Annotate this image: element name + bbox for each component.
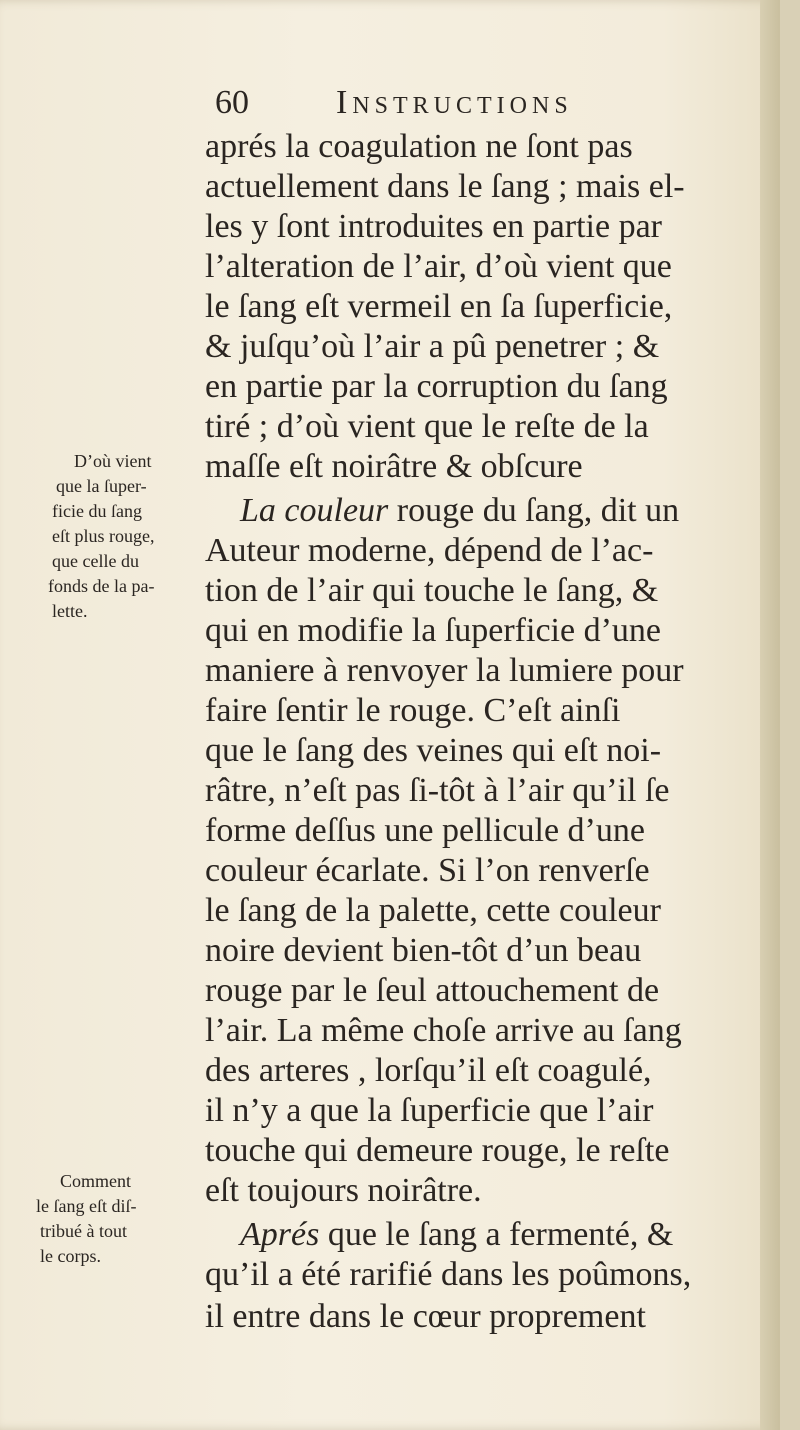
text-line: qui en modifie la ſuperficie d’une xyxy=(205,612,661,649)
text-line: qu’il a été rarifié dans les poûmons, xyxy=(205,1256,692,1293)
text-line: noire devient bien-tôt d’un beau xyxy=(205,932,642,969)
text-line: touche qui demeure rouge, le reſte xyxy=(205,1132,670,1169)
text-line: La couleur rouge du ſang, dit un xyxy=(240,492,680,529)
margin-note-line: le corps. xyxy=(40,1246,101,1266)
text-line: forme deſſus une pellicule d’une xyxy=(205,812,645,849)
text-line: le ſang de la palette, cette couleur xyxy=(205,892,661,929)
margin-note-line: ficie du ſang xyxy=(52,501,142,521)
text-line: en partie par la corruption du ſang xyxy=(205,368,668,405)
text-line: que le ſang des veines qui eſt noi- xyxy=(205,732,662,769)
margin-note-line: lette. xyxy=(52,601,88,621)
italic-lead: Aprés xyxy=(240,1216,320,1253)
text-line: tiré ; d’où vient que le reſte de la xyxy=(205,408,649,445)
page-number: 60 xyxy=(215,84,249,121)
text-line: l’air. La même choſe arrive au ſang xyxy=(205,1012,682,1049)
margin-note-line: D’où vient xyxy=(74,451,152,471)
running-title: Instructions xyxy=(336,84,573,121)
margin-note-line: tribué à tout xyxy=(40,1221,127,1241)
text-line: couleur écarlate. Si l’on renverſe xyxy=(205,852,650,889)
page-edge xyxy=(760,0,780,1430)
text-line: les y ſont introduites en partie par xyxy=(205,208,662,245)
text-line: maniere à renvoyer la lumiere pour xyxy=(205,652,684,689)
text-line: faire ſentir le rouge. C’eſt ainſi xyxy=(205,692,621,729)
text-line: il entre dans le cœur proprement xyxy=(205,1298,646,1335)
italic-lead: La couleur xyxy=(240,492,389,529)
text-line: & juſqu’où l’air a pû penetrer ; & xyxy=(205,328,660,365)
text-line: il n’y a que la ſuperficie que l’air xyxy=(205,1092,654,1129)
margin-note-line: le ſang eſt diſ- xyxy=(36,1196,137,1216)
margin-note-line: que celle du xyxy=(52,551,139,571)
text-line: maſſe eſt noirâtre & obſcure xyxy=(205,448,583,485)
text-line: rouge par le ſeul attouchement de xyxy=(205,972,660,1009)
text-line: râtre, n’eſt pas ſi-tôt à l’air qu’il ſe xyxy=(205,772,670,809)
text-line: Aprés que le ſang a fermenté, & xyxy=(240,1216,674,1253)
text-line: des arteres , lorſqu’il eſt coagulé, xyxy=(205,1052,652,1089)
text-line: aprés la coagulation ne ſont pas xyxy=(205,128,633,165)
margin-note-line: que la ſuper- xyxy=(56,476,147,496)
text-line: eſt toujours noirâtre. xyxy=(205,1172,482,1209)
text-line: Auteur moderne, dépend de l’ac- xyxy=(205,532,654,569)
text-line: l’alteration de l’air, d’où vient que xyxy=(205,248,672,285)
margin-note-line: fonds de la pa- xyxy=(48,576,155,596)
text-line: actuellement dans le ſang ; mais el- xyxy=(205,168,685,205)
margin-note-line: eſt plus rouge, xyxy=(52,526,155,546)
text-line: le ſang eſt vermeil en ſa ſuperficie, xyxy=(205,288,673,325)
margin-note-line: Comment xyxy=(60,1171,131,1191)
text-line: tion de l’air qui touche le ſang, & xyxy=(205,572,659,609)
